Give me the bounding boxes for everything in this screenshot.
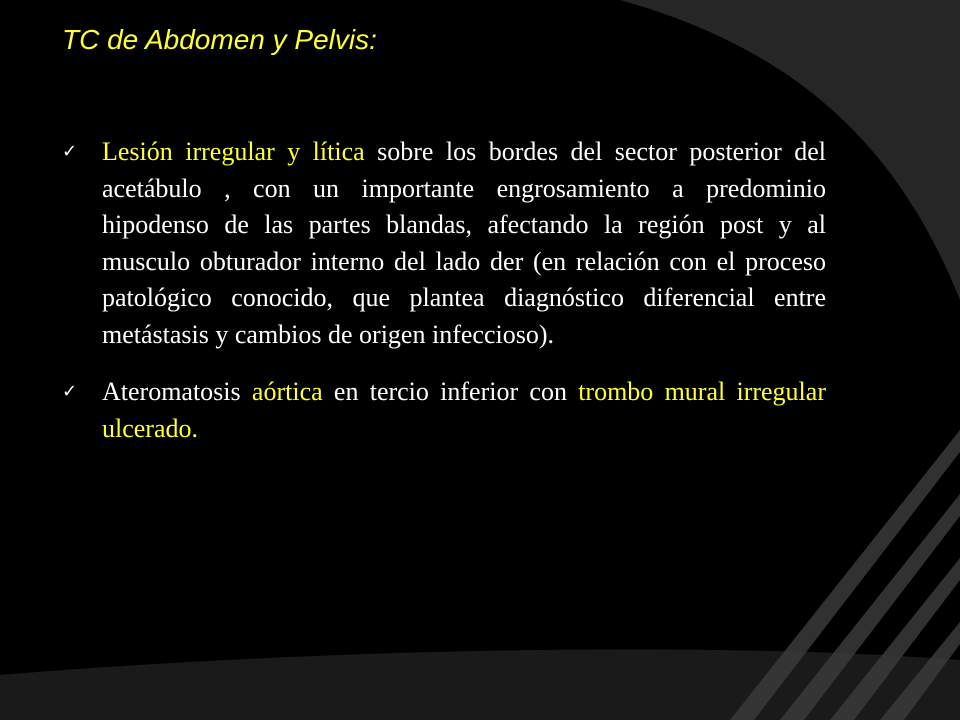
bullet-segment: aórtica: [251, 377, 323, 406]
bullet-segment: Lesión irregular y lítica: [102, 137, 365, 166]
bullet-text: [102, 137, 826, 349]
slide-title: TC de Abdomen y Pelvis:: [62, 24, 377, 55]
bullet-segment: trombo mural irregular ulcerado.: [102, 377, 826, 443]
bullet-segment: en tercio inferior con: [322, 377, 579, 406]
bullet-segment: Ateromatosis: [102, 377, 252, 406]
bullet-item: [62, 374, 826, 447]
bullet-list: [62, 134, 826, 447]
bullet-segment: sobre los bordes del sector posterior del acetábulo , con un importante engrosamiento a predominio hipodenso de las partes blandas, afectando la región post y al musculo obturador interno del lado der (en relación con el proceso patológico conocido, que plantea diagnóstico diferencial entre metástasis y cambios de origen infeccioso).: [102, 137, 826, 349]
bullet-item: [62, 134, 826, 353]
check-mark-icon: ✓: [62, 141, 78, 162]
check-mark-icon: ✓: [62, 381, 78, 402]
bullet-text: [102, 377, 826, 443]
